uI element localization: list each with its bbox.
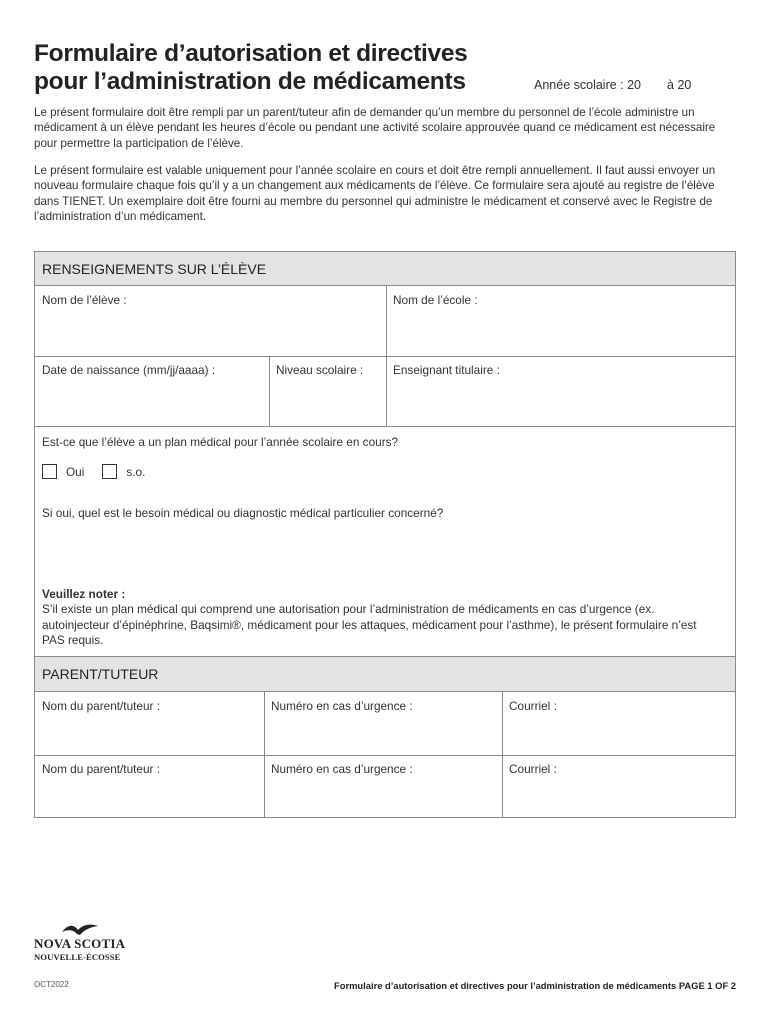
emergency-phone-label: Numéro en cas d’urgence : xyxy=(271,699,413,713)
medical-need-question: Si oui, quel est le besoin médical ou diagnostic médical particulier concerné? xyxy=(42,506,444,520)
logo-main-text: NOVA SCOTIA xyxy=(34,936,126,951)
teacher-label: Enseignant titulaire : xyxy=(393,363,500,377)
form-title-line1: Formulaire d’autorisation et directives xyxy=(34,40,468,67)
divider xyxy=(35,426,735,427)
option-na xyxy=(102,464,145,479)
form-code: OCT2022 xyxy=(34,980,69,989)
grade-field[interactable] xyxy=(269,356,386,426)
emergency-phone-field[interactable] xyxy=(264,692,502,755)
grade-label: Niveau scolaire : xyxy=(276,363,364,377)
email-label: Courriel : xyxy=(509,699,557,713)
yes-checkbox[interactable] xyxy=(42,464,57,479)
divider xyxy=(264,692,265,817)
footer-page-title: Formulaire d’autorisation et directives pour l’administration de médicaments PAGE 1 OF 2 xyxy=(333,980,736,991)
option-na-label: s.o. xyxy=(126,464,146,479)
intro-paragraph-1: Le présent formulaire doit être rempli par un parent/tuteur afin de demander qu’un membre du personnel de l’école administre un médicament à un élève pendant les heures d’école ou pendant une activité scolaire approuvée quand ce médicament est nécessaire pour permettre la participation de l’élève. xyxy=(34,106,716,150)
school-year xyxy=(534,78,691,92)
logo-sub-text: NOUVELLE-ÉCOSSE xyxy=(34,952,121,962)
nova-scotia-logo xyxy=(34,922,126,964)
parent-section-heading: PARENT/TUTEUR xyxy=(35,656,735,692)
parent-name-label: Nom du parent/tuteur : xyxy=(42,762,161,776)
option-yes xyxy=(42,464,84,479)
email-field[interactable] xyxy=(502,692,735,755)
emergency-phone-label: Numéro en cas d’urgence : xyxy=(271,762,413,776)
form-title-line2: pour l’administration de médicaments xyxy=(34,68,466,95)
medical-plan-question: Est-ce que l’élève a un plan médical pour l’année scolaire en cours? xyxy=(42,435,399,449)
intro-paragraph-2: Le présent formulaire est valable uniquement pour l’année scolaire en cours et doit être rempli annuellement. Il faut aussi envoyer un nouveau formulaire chaque fois qu’il y a un changement aux médicaments de l’élève. Ce formulaire sera ajouté au registre de l’élève dans TIENET. Un exemplaire doit être fourni au membre du personnel qui administre le médicament et conservé avec le Registre de l’administration d’un médicament. xyxy=(34,164,716,223)
birth-date-field[interactable] xyxy=(35,356,269,426)
parent-name-label: Nom du parent/tuteur : xyxy=(42,699,161,713)
school-name-label: Nom de l’école : xyxy=(393,293,478,307)
student-section-heading: RENSEIGNEMENTS SUR L’ÉLÈVE xyxy=(35,252,735,286)
note-block xyxy=(42,587,722,649)
note-title: Veuillez noter : xyxy=(42,587,126,601)
student-name-label: Nom de l’élève : xyxy=(42,293,127,307)
medical-plan-options xyxy=(42,464,163,479)
emergency-phone-field[interactable] xyxy=(264,755,502,817)
email-label: Courriel : xyxy=(509,762,557,776)
birth-date-label: Date de naissance (mm/jj/aaaa) : xyxy=(42,363,216,377)
option-yes-label: Oui xyxy=(66,464,85,479)
email-field[interactable] xyxy=(502,755,735,817)
na-checkbox[interactable] xyxy=(102,464,117,479)
school-year-to: à 20 xyxy=(667,78,692,92)
parent-name-field[interactable] xyxy=(35,692,264,755)
teacher-field[interactable] xyxy=(386,356,735,426)
school-year-label: Année scolaire : 20 xyxy=(534,78,642,92)
divider xyxy=(502,692,503,817)
student-name-field[interactable] xyxy=(35,286,386,356)
form-box xyxy=(34,251,736,818)
form-title xyxy=(34,40,468,96)
parent-name-field[interactable] xyxy=(35,755,264,817)
note-text: S’il existe un plan médical qui comprend une autorisation pour l’administration de médicaments en cas d’urgence (ex. autoinjecteur d’épinéphrine, Baqsimi®, médicament pour les attaques, médicament pour l’asthme), le présent formulaire n’est PAS requis. xyxy=(42,602,697,648)
medical-need-answer-area[interactable] xyxy=(35,524,735,582)
school-name-field[interactable] xyxy=(386,286,735,356)
